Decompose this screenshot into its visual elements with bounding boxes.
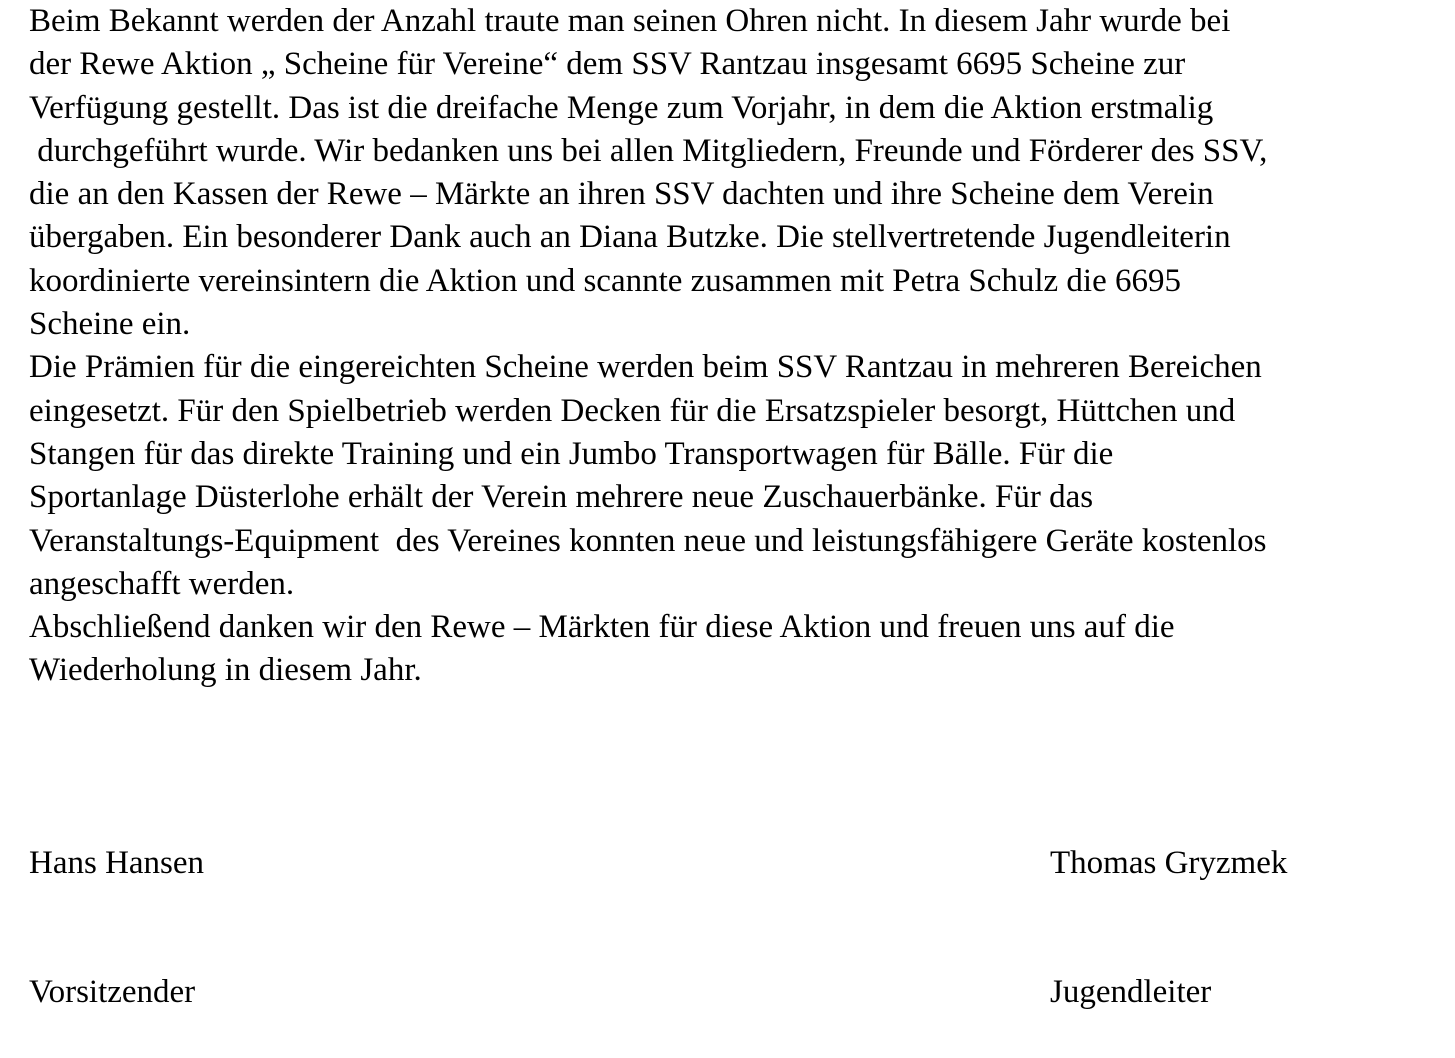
text-line: Stangen für das direkte Training und ein Jumbo Transportwagen für Bälle. Für die (29, 435, 1114, 472)
signer-title: Vorsitzender (29, 974, 196, 1011)
paragraph-1 (29, 0, 1439, 346)
paragraph-3 (29, 606, 1439, 693)
text-line: Wiederholung in diesem Jahr. (29, 652, 422, 689)
text-line: Beim Bekannt werden der Anzahl traute man seinen Ohren nicht. In diesem Jahr wurde bei (29, 3, 1231, 39)
signer-name: Thomas Gryzmek (1050, 844, 1288, 881)
signer-title: Jugendleiter (1050, 974, 1212, 1011)
text-line: der Rewe Aktion „ Scheine für Vereine“ dem SSV Rantzau insgesamt 6695 Scheine zur (29, 46, 1186, 83)
text-line: durchgeführt wurde. Wir bedanken uns bei allen Mitgliedern, Freunde und Förderer des SSV, (29, 132, 1268, 169)
text-line: Scheine ein. (29, 306, 191, 343)
text-line: Die Prämien für die eingereichten Scheine werden beim SSV Rantzau in mehreren Bereichen (29, 349, 1262, 386)
paragraph-2 (29, 346, 1439, 606)
signature-left (29, 755, 204, 1058)
signer-name: Hans Hansen (29, 844, 205, 881)
letter-body (29, 0, 1439, 693)
text-line: eingesetzt. Für den Spielbetrieb werden Decken für die Ersatzspieler besorgt, Hüttchen und (29, 392, 1236, 429)
text-line: übergaben. Ein besonderer Dank auch an Diana Butzke. Die stellvertretende Jugendleiterin (29, 219, 1231, 256)
text-line: die an den Kassen der Rewe – Märkte an ihren SSV dachten und ihre Scheine dem Verein (29, 176, 1214, 213)
text-line: Sportanlage Düsterlohe erhält der Verein mehrere neue Zuschauerbänke. Für das (29, 479, 1094, 516)
signature-right (1050, 755, 1287, 1058)
text-line: Veranstaltungs-Equipment des Vereines konnten neue und leistungsfähigere Geräte kostenlos (29, 522, 1267, 559)
text-line: Abschließend danken wir den Rewe – Märkten für diese Aktion und freuen uns auf die (29, 609, 1175, 646)
text-line: Verfügung gestellt. Das ist die dreifache Menge zum Vorjahr, in dem die Aktion erstmalig (29, 89, 1214, 126)
text-line: koordinierte vereinsintern die Aktion und scannte zusammen mit Petra Schulz die 6695 (29, 262, 1181, 299)
text-line: angeschafft werden. (29, 565, 295, 602)
